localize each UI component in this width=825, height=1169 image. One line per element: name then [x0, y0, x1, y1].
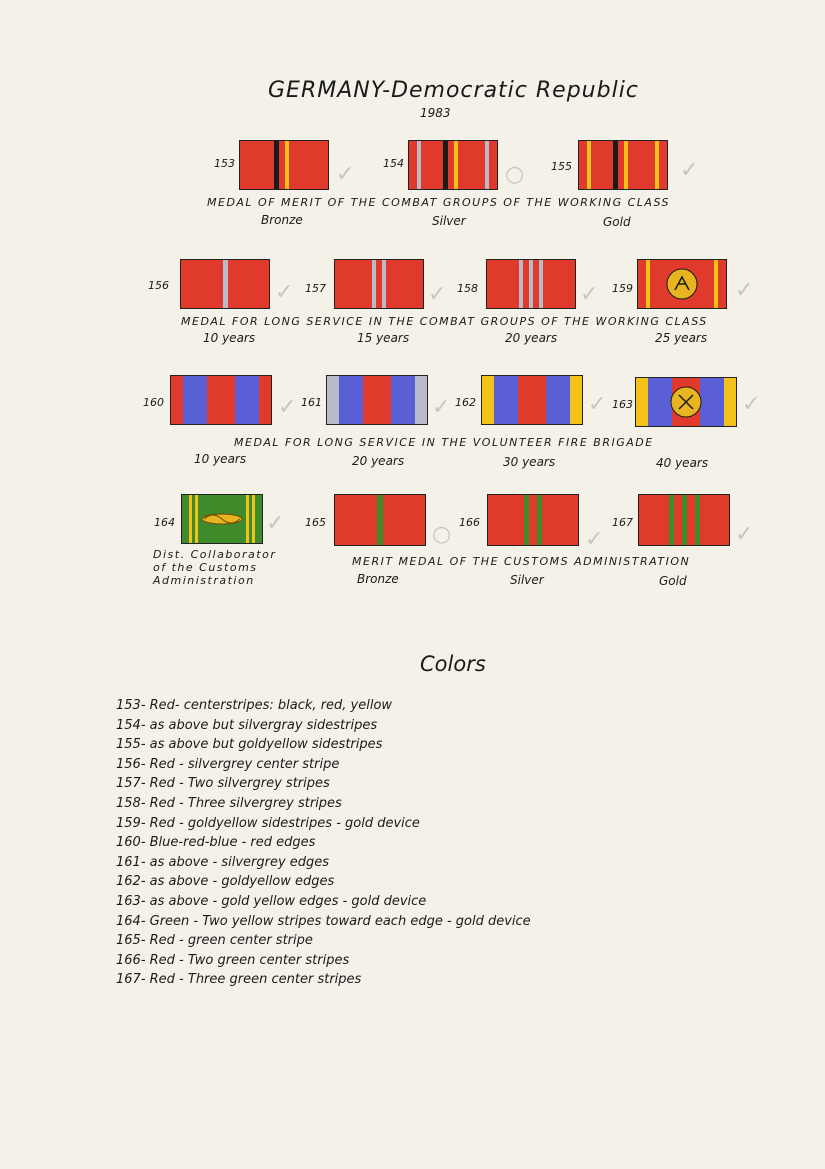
check-mark-icon: ✓: [742, 392, 761, 417]
check-mark-icon: ✓: [428, 282, 447, 307]
check-mark-icon: ✓: [735, 522, 754, 547]
grade-label: 40 years: [656, 456, 709, 470]
ribbon-number: 163: [612, 398, 633, 411]
grade-label: 10 years: [203, 331, 256, 345]
grade-label: Bronze: [261, 213, 303, 227]
ribbon-number: 165: [305, 516, 326, 529]
check-mark-icon: ✓: [266, 511, 285, 536]
ribbon-163: [635, 377, 737, 427]
caption-line: of the Customs: [153, 561, 258, 574]
ribbon-165: [334, 494, 426, 546]
ribbon-number: 167: [612, 516, 633, 529]
caption-customs-collaborator: [153, 548, 276, 587]
check-mark-icon: ✓: [278, 395, 297, 420]
colors-list: [116, 696, 531, 990]
color-entry: 153- Red- centerstripes: black, red, yellow: [116, 698, 393, 713]
ribbon-159: [637, 259, 727, 309]
ribbon-156: [180, 259, 270, 309]
grade-label: 10 years: [194, 452, 247, 466]
page-title: GERMANY-Democratic Republic: [268, 78, 639, 103]
ribbon-number: 166: [459, 516, 480, 529]
ribbon-number: 161: [301, 396, 322, 409]
grade-label: 20 years: [352, 454, 405, 468]
color-entry: 157- Red - Two silvergrey stripes: [116, 776, 330, 792]
ribbon-155: [578, 140, 668, 190]
ribbon-number: 164: [154, 516, 175, 529]
color-entry: 162- as above - goldyellow edges: [116, 874, 335, 890]
ribbon-167: [638, 494, 730, 546]
color-entry: 155- as above but goldyellow sidestripes: [116, 737, 383, 753]
color-entry: 163- as above - gold yellow edges - gold device: [116, 893, 427, 909]
ribbon-number: 162: [455, 396, 476, 409]
circle-mark-icon: ○: [505, 162, 525, 187]
grade-label: Silver: [432, 214, 466, 228]
check-mark-icon: ✓: [580, 282, 599, 307]
color-entry: 164- Green - Two yellow stripes toward each edge - gold device: [116, 913, 531, 929]
color-entry: 165- Red - green center stripe: [116, 933, 313, 949]
ribbon-number: 158: [457, 282, 478, 295]
color-entry: 161- as above - silvergrey edges: [116, 854, 330, 870]
ribbon-164: [181, 494, 263, 544]
grade-label: Silver: [510, 573, 544, 587]
check-mark-icon: ✓: [585, 527, 604, 552]
ribbon-157: [334, 259, 424, 309]
check-mark-icon: ✓: [735, 278, 754, 303]
caption-line: Dist. Collaborator: [153, 548, 277, 561]
ribbon-158: [486, 259, 576, 309]
color-entry: 154- as above but silvergray sidestripes: [116, 717, 378, 733]
grade-label: Gold: [659, 574, 687, 588]
page-year: 1983: [420, 106, 451, 120]
check-mark-icon: ✓: [336, 162, 355, 187]
color-entry: 167- Red - Three green center stripes: [116, 972, 362, 988]
caption-combat-merit: MEDAL OF MERIT OF THE COMBAT GROUPS OF THE WORKING CLASS: [207, 196, 671, 209]
ribbon-162: [481, 375, 583, 425]
check-mark-icon: ✓: [275, 280, 294, 305]
ribbon-number: 159: [612, 282, 633, 295]
check-mark-icon: ✓: [432, 395, 451, 420]
caption-combat-long-service: MEDAL FOR LONG SERVICE IN THE COMBAT GROUPS OF THE WORKING CLASS: [181, 315, 708, 328]
grade-label: 30 years: [503, 455, 556, 469]
ribbon-166: [487, 494, 579, 546]
colors-heading: Colors: [420, 652, 486, 676]
ribbon-number: 155: [551, 160, 572, 173]
color-entry: 160- Blue-red-blue - red edges: [116, 835, 316, 851]
ribbon-number: 154: [383, 157, 404, 170]
ribbon-number: 157: [305, 282, 326, 295]
check-mark-icon: ✓: [588, 392, 607, 417]
caption-fire-brigade: MEDAL FOR LONG SERVICE IN THE VOLUNTEER FIRE BRIGADE: [234, 436, 654, 449]
ribbon-160: [170, 375, 272, 425]
ribbon-161: [326, 375, 428, 425]
color-entry: 166- Red - Two green center stripes: [116, 952, 350, 968]
caption-customs-merit: MERIT MEDAL OF THE CUSTOMS ADMINISTRATION: [352, 555, 691, 568]
color-entry: 159- Red - goldyellow sidestripes - gold device: [116, 815, 420, 831]
grade-label: Gold: [603, 215, 631, 229]
circle-mark-icon: ○: [432, 522, 452, 547]
ribbon-153: [239, 140, 329, 190]
ribbon-number: 153: [214, 157, 235, 170]
grade-label: 15 years: [357, 331, 410, 345]
check-mark-icon: ✓: [680, 158, 699, 183]
ribbon-154: [408, 140, 498, 190]
ribbon-number: 160: [143, 396, 164, 409]
color-entry: 156- Red - silvergrey center stripe: [116, 756, 340, 772]
ribbon-number: 156: [148, 279, 169, 292]
grade-label: Bronze: [357, 572, 399, 586]
grade-label: 25 years: [655, 331, 708, 345]
caption-line: Administration: [153, 574, 255, 587]
color-entry: 158- Red - Three silvergrey stripes: [116, 795, 342, 811]
grade-label: 20 years: [505, 331, 558, 345]
